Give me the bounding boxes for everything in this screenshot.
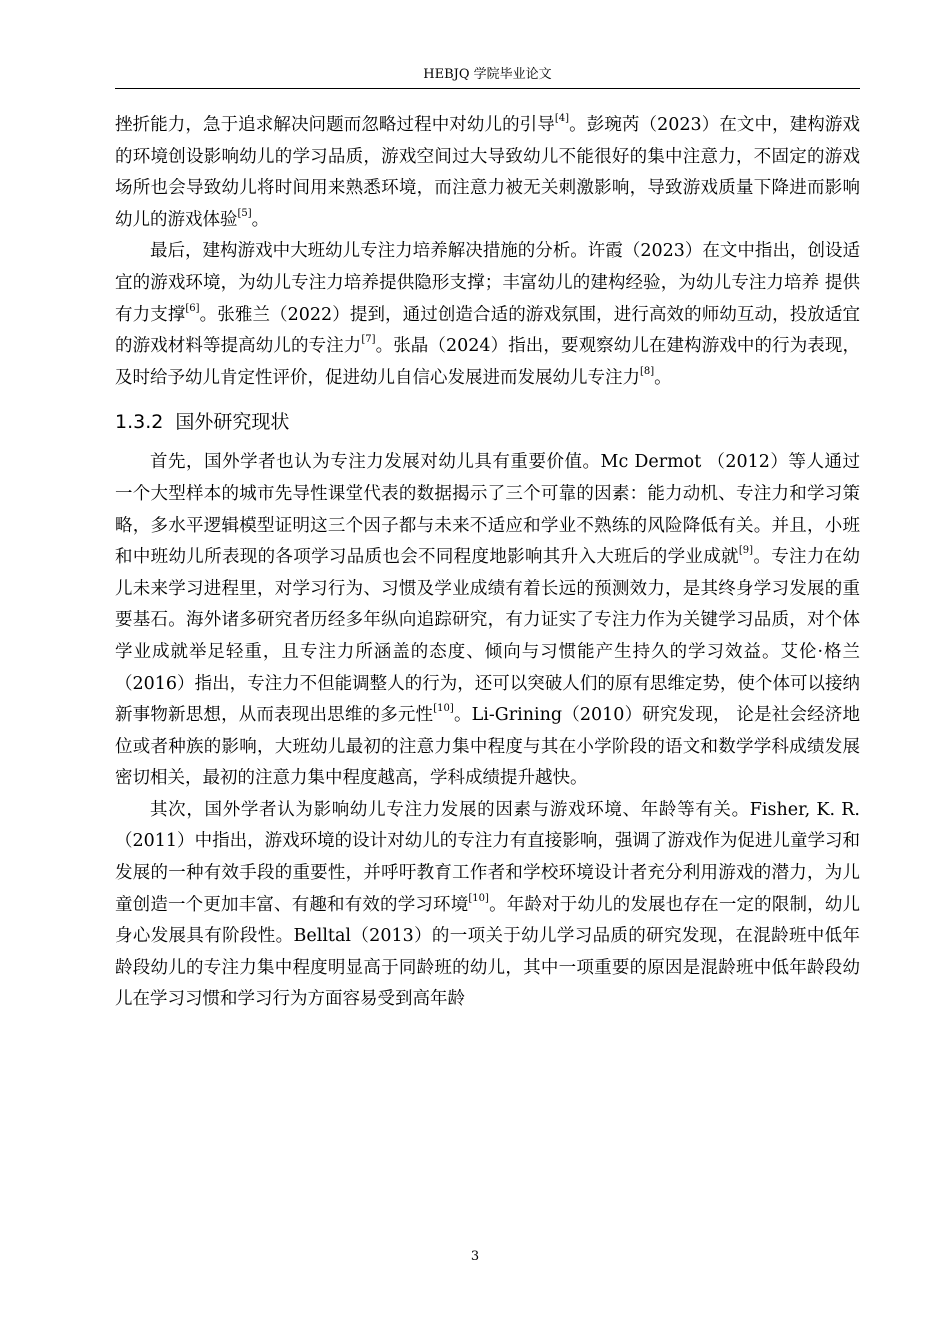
citation-7: [7] (361, 334, 376, 346)
citation-10: [10] (433, 703, 454, 715)
citation-4: [4] (554, 113, 570, 125)
header-divider (115, 88, 860, 89)
section-title: 国外研究现状 (175, 411, 290, 434)
document-body (115, 110, 860, 1016)
citation-10-b: [10] (468, 892, 489, 904)
page-number: 3 (470, 1249, 480, 1264)
page-header: HEBJQ 学院毕业论文 (423, 67, 552, 82)
citation-8: [8] (640, 365, 655, 377)
citation-9: [9] (738, 545, 754, 557)
paragraph-foreign-factors: 其次，国外学者认为影响幼儿专注力发展的因素与游戏环境、年龄等有关。Fisher, K. R.（2011）中指出，游戏环境的设计对幼儿的专注力有直接影响，强调了游戏作为促进儿童学习和发展的一种有效手段的重要性，并呼吁教育工作者和学校环境设计者充分利用游戏的潜力，为儿童创造一个更加丰富、有趣和有效的学习环境[10]。年龄对于幼儿的发展也存在一定的限制，幼儿身心发展具有阶段性。Belltal（2013）的一项关于幼儿学习品质的研究发现，在混龄班中低年龄段幼儿的专注力集中程度明显高于同龄班的幼儿，其中一项重要的原因是混龄班中低年龄段幼儿在学习习惯和学习行为方面容易受到高年龄 (115, 799, 861, 1010)
paragraph-foreign-value: 首先，国外学者也认为专注力发展对幼儿具有重要价值。Mc Dermot （2012）等人通过一个大型样本的城市先导性课堂代表的数据揭示了三个可靠的因素：能力动机、专注力和学习策略，多水平逻辑模型证明这三个因子都与未来不适应和学业不熟练的风险降低有关。并且，小班和中班幼儿所表现的各项学习品质也会不同程度地影响其升入大班后的学业成就[9]。专注力在幼儿未来学习进程里，对学习行为、习惯及学业成绩有着长远的预测效力，是其终身学习发展的重要基石。海外诸多研究者历经多年纵向追踪研究，有力证实了专注力作为关键学习品质，对个体学业成就举足轻重，且专注力所涵盖的态度、倾向与习惯能产生持久的学习效益。艾伦·格兰（2016）指出，专注力不但能调整人的行为，还可以突破人们的原有思维定势，使个体可以接纳新事物新思想，从而表现出思维的多元性[10]。Li-Grining（2010）研究发现， 论是社会经济地位或者种族的影响，大班幼儿最初的注意力集中程度与其在小学阶段的语文和数学学科成绩发展密切相关，最初的注意力集中程度越高，学科成绩提升越快。 (115, 452, 861, 789)
citation-5: [5] (237, 207, 252, 219)
paragraph-domestic-solutions: 最后，建构游戏中大班幼儿专注力培养解决措施的分析。许霞（2023）在文中指出，创设适宜的游戏环境，为幼儿专注力培养提供隐形支撑；丰富幼儿的建构经验，为幼儿专注力培养 提供有力支撑[6]。张雅兰（2022）提到，通过创造合适的游戏氛围，进行高效的师幼互动，投放适宜的游戏材料等提高幼儿的专注力[7]。张晶（2024）指出，要观察幼儿在建构游戏中的行为表现，及时给予幼儿肯定性评价，促进幼儿自信心发展进而发展幼儿专注力[8]。 (115, 241, 860, 388)
section-number: 1.3.2 (115, 411, 164, 434)
section-heading (115, 407, 860, 437)
paragraph-domestic-challenges: 挫折能力，急于追求解决问题而忽略过程中对幼儿的引导[4]。彭琬芮（2023）在文中，建构游戏的环境创设影响幼儿的学习品质，游戏空间过大导致幼儿不能很好的集中注意力，不固定的游戏场所也会导致幼儿将时间用来熟悉环境，而注意力被无关刺激影响，导致游戏质量下降进而影响幼儿的游戏体验[5]。 (115, 113, 860, 230)
citation-6: [6] (185, 302, 200, 314)
